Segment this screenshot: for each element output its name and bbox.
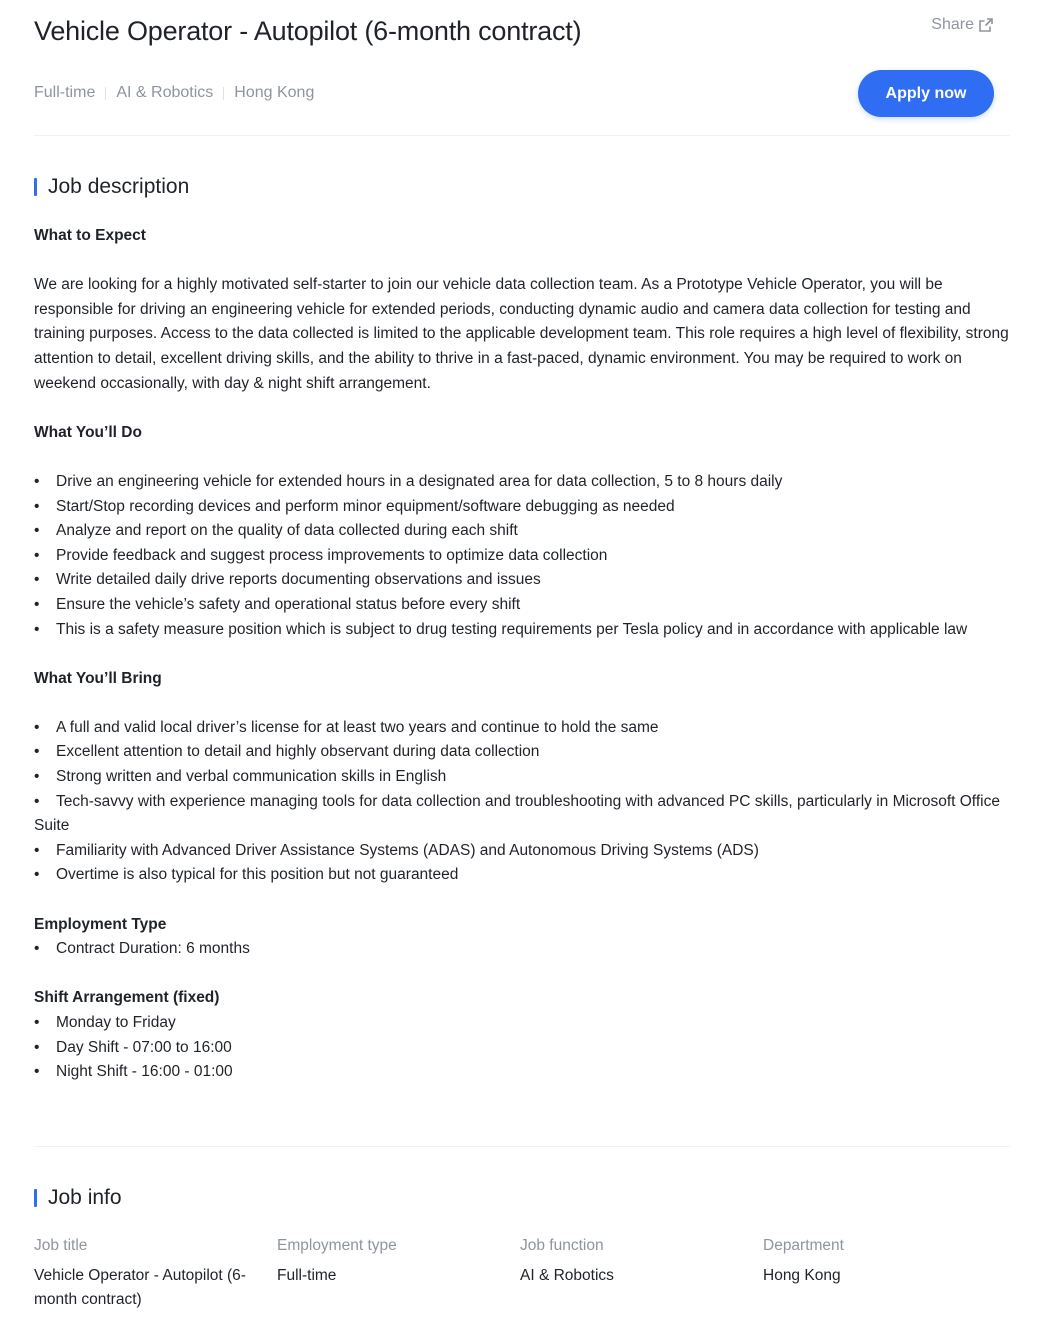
bullet-dot-icon: • bbox=[34, 1038, 40, 1056]
job-description-title: Job description bbox=[48, 175, 190, 198]
bullet-dot-icon: • bbox=[34, 718, 40, 736]
job-meta bbox=[34, 84, 314, 102]
field-value: AI & Robotics bbox=[520, 1266, 614, 1284]
what-to-expect-heading: What to Expect bbox=[34, 227, 146, 244]
share-button[interactable] bbox=[931, 16, 994, 34]
what-youll-do-heading: What You’ll Do bbox=[34, 423, 142, 441]
job-info-heading bbox=[34, 1186, 122, 1210]
bullet-dot-icon: • bbox=[34, 792, 40, 810]
bullet-dot-icon: • bbox=[34, 1063, 40, 1081]
list-item: • Analyze and report on the quality of data collected during each shift bbox=[34, 519, 1014, 544]
bullet-dot-icon: • bbox=[34, 595, 40, 613]
list-item: • A full and valid local driver’s license for at least two years and continue to hold the same bbox=[34, 716, 1014, 741]
field-label: Job title bbox=[34, 1237, 88, 1254]
job-description-heading bbox=[34, 175, 189, 199]
list-item: • Overtime is also typical for this position but not guaranteed bbox=[34, 863, 1014, 888]
list-item: • Day Shift - 07:00 to 16:00 bbox=[34, 1036, 1014, 1061]
employment-type-heading: Employment Type bbox=[34, 915, 167, 933]
share-out-icon bbox=[978, 17, 994, 33]
header-divider bbox=[34, 135, 1010, 136]
employment-type-list bbox=[34, 937, 1014, 962]
list-item: • Provide feedback and suggest process improvements to optimize data collection bbox=[34, 544, 1014, 569]
bullet-dot-icon: • bbox=[34, 522, 40, 540]
list-item: • Strong written and verbal communication skills in English bbox=[34, 765, 1014, 790]
what-to-expect-paragraph: We are looking for a highly motivated self-starter to join our vehicle data collection team. As a Prototype Vehicle Operator, you will be responsible for driving an engineering vehicle for extended periods, conducting dynamic audio and camera data collection for testing and training purposes. Access to the data collected is limited to the applicable development team. This role requires a high level of flexibility, strong attention to detail, excellent driving skills, and the ability to thrive in a fast-paced, dynamic environment. You may be required to work on weekend occasionally, with day & night shift arrangement. bbox=[34, 276, 1009, 392]
field-label: Employment type bbox=[277, 1237, 397, 1254]
list-item: • Monday to Friday bbox=[34, 1011, 1014, 1036]
bullet-dot-icon: • bbox=[34, 472, 40, 490]
field-label: Department bbox=[763, 1237, 844, 1254]
shift-arrangement-list bbox=[34, 1011, 1014, 1085]
list-item: • This is a safety measure position which is subject to drug testing requirements per Tesla policy and in accordance with applicable law bbox=[34, 618, 1014, 643]
bullet-dot-icon: • bbox=[34, 620, 40, 638]
job-info-field-job-function bbox=[520, 1234, 763, 1313]
field-label: Job function bbox=[520, 1237, 604, 1254]
meta-employment-type: Full-time bbox=[34, 84, 96, 101]
bullet-dot-icon: • bbox=[34, 571, 40, 589]
bullet-dot-icon: • bbox=[34, 768, 40, 786]
list-item: • Tech-savvy with experience managing tools for data collection and troubleshooting with advanced PC skills, particularly in Microsoft Office Suite bbox=[34, 790, 1014, 839]
field-value: Hong Kong bbox=[763, 1266, 841, 1284]
field-value: Full-time bbox=[277, 1266, 337, 1284]
what-youll-do-list bbox=[34, 470, 1014, 642]
list-item: • Start/Stop recording devices and perform minor equipment/software debugging as needed bbox=[34, 495, 1014, 520]
list-item: • Write detailed daily drive reports documenting observations and issues bbox=[34, 568, 1014, 593]
bullet-dot-icon: • bbox=[34, 546, 40, 564]
list-item: • Familiarity with Advanced Driver Assistance Systems (ADAS) and Autonomous Driving Systems (ADS) bbox=[34, 839, 1014, 864]
apply-now-button[interactable]: Apply now bbox=[858, 70, 994, 117]
meta-separator bbox=[223, 87, 224, 100]
shift-arrangement-heading: Shift Arrangement (fixed) bbox=[34, 989, 220, 1007]
list-item: • Contract Duration: 6 months bbox=[34, 937, 1014, 962]
what-youll-bring-heading: What You’ll Bring bbox=[34, 669, 162, 687]
job-info-field-department bbox=[763, 1234, 1006, 1313]
meta-separator bbox=[105, 87, 106, 100]
list-item: • Excellent attention to detail and highly observant during data collection bbox=[34, 740, 1014, 765]
job-info-field-title bbox=[34, 1234, 277, 1313]
section-divider bbox=[34, 1146, 1010, 1147]
section-accent-bar bbox=[34, 1189, 37, 1207]
job-description-body bbox=[34, 224, 1014, 1085]
section-accent-bar bbox=[34, 178, 37, 196]
job-info-grid bbox=[34, 1234, 1014, 1313]
job-info-title: Job info bbox=[48, 1186, 122, 1209]
field-value: Vehicle Operator - Autopilot (6-month contract) bbox=[34, 1266, 246, 1309]
bullet-dot-icon: • bbox=[34, 841, 40, 859]
bullet-dot-icon: • bbox=[34, 743, 40, 761]
share-label: Share bbox=[931, 16, 974, 33]
list-item: • Ensure the vehicle’s safety and operational status before every shift bbox=[34, 593, 1014, 618]
meta-job-function: AI & Robotics bbox=[116, 84, 214, 101]
page-title: Vehicle Operator - Autopilot (6-month contract) bbox=[34, 16, 582, 46]
bullet-dot-icon: • bbox=[34, 866, 40, 884]
bullet-dot-icon: • bbox=[34, 497, 40, 515]
list-item: • Night Shift - 16:00 - 01:00 bbox=[34, 1060, 1014, 1085]
what-youll-bring-list bbox=[34, 716, 1014, 888]
bullet-dot-icon: • bbox=[34, 1014, 40, 1031]
bullet-dot-icon: • bbox=[34, 940, 40, 958]
job-info-field-employment-type bbox=[277, 1234, 520, 1313]
list-item: • Drive an engineering vehicle for extended hours in a designated area for data collection, 5 to 8 hours daily bbox=[34, 470, 1014, 495]
meta-location: Hong Kong bbox=[234, 84, 315, 101]
